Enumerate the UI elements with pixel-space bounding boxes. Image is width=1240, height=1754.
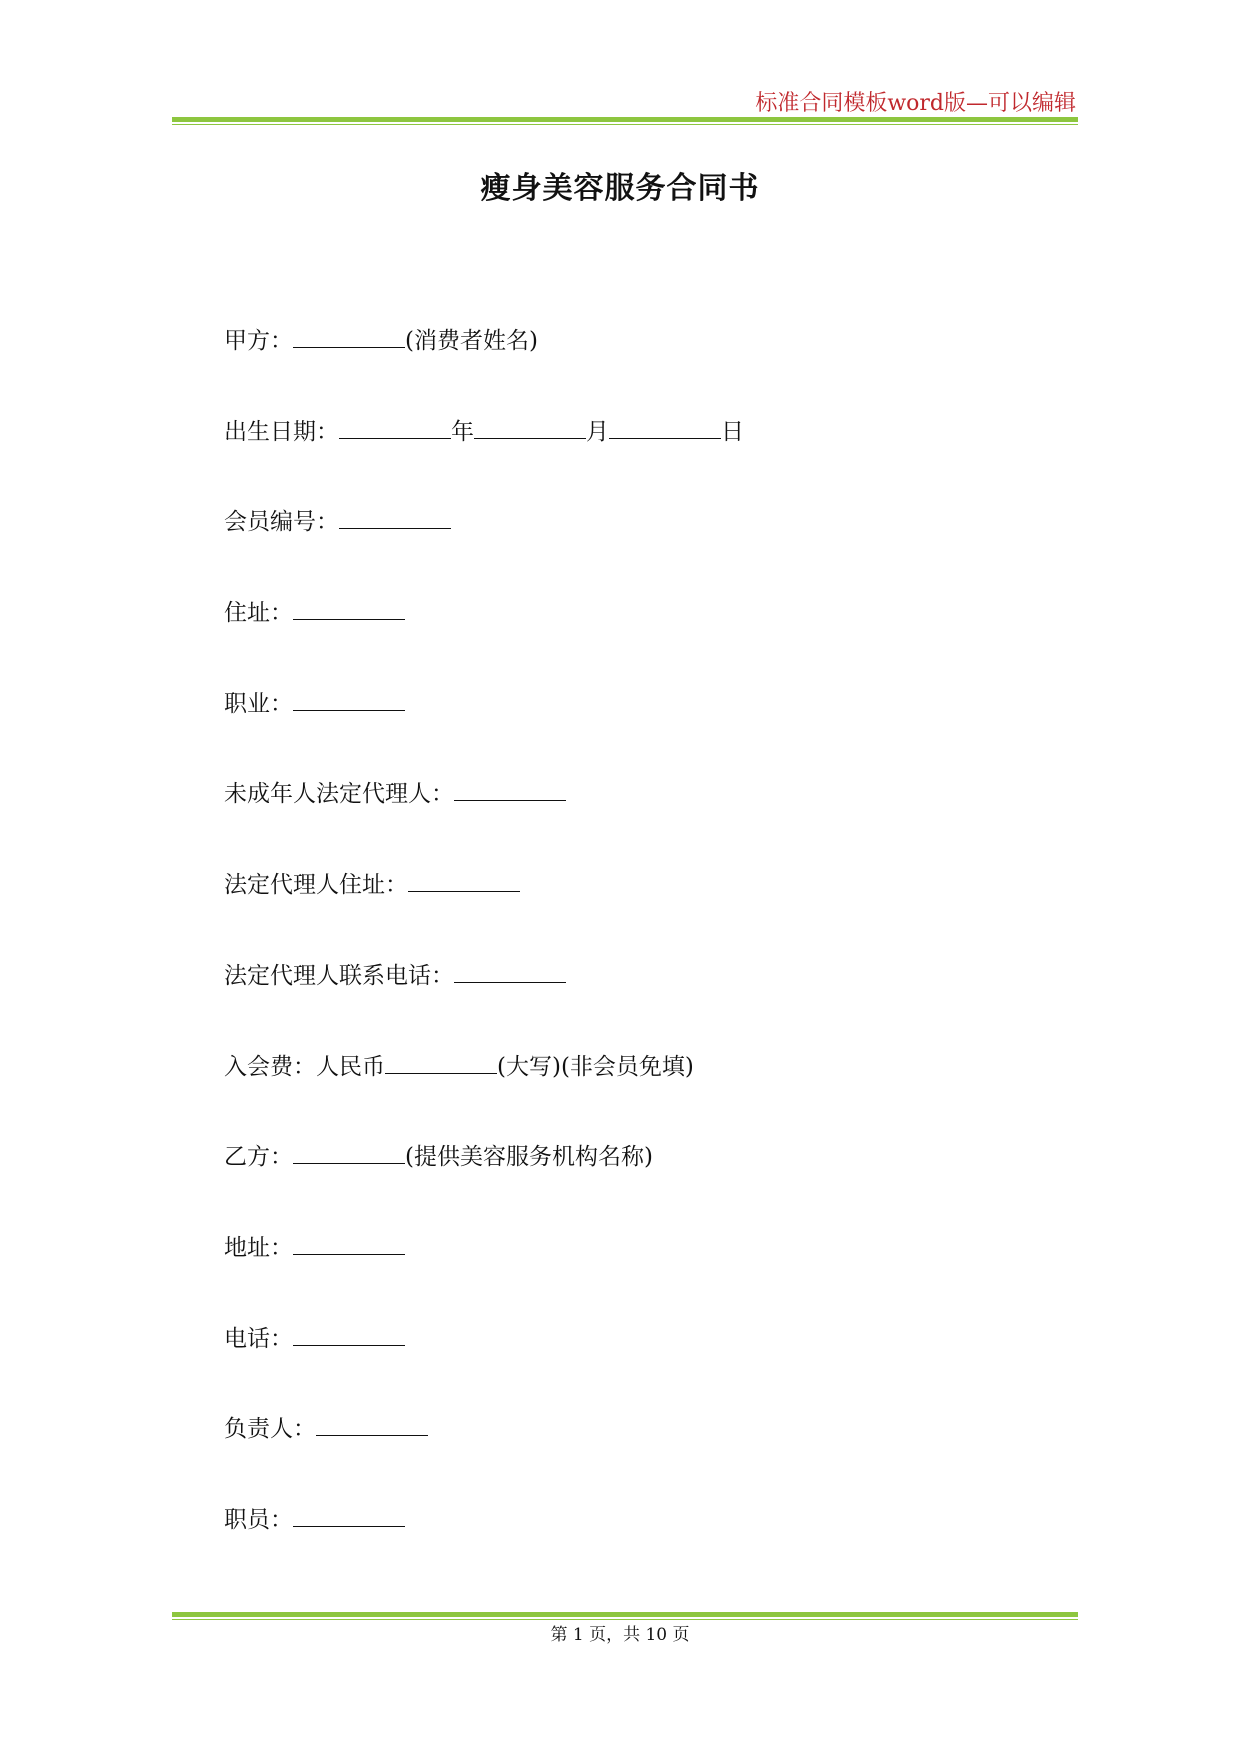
page-number: 第 1 页，共 10 页 [550, 1625, 690, 1645]
field-note: (消费者姓名) [405, 328, 538, 354]
fill-blank[interactable] [454, 775, 566, 801]
fill-blank[interactable] [454, 957, 566, 983]
fill-blank-year[interactable] [339, 413, 451, 439]
field-label: 出生日期： [224, 418, 339, 445]
field-minor-guardian [224, 775, 1084, 866]
header-text: 标准合同模板word版—可以编辑 [755, 91, 1076, 116]
header-rule [172, 117, 1078, 125]
field-note: (提供美容服务机构名称) [405, 1144, 653, 1171]
field-staff [224, 1501, 1084, 1592]
field-guardian-phone [224, 957, 1084, 1048]
day-label: 日 [721, 418, 744, 445]
fill-blank[interactable] [408, 866, 520, 892]
fill-blank[interactable] [293, 685, 405, 711]
field-label: 职业： [224, 690, 293, 717]
fill-blank[interactable] [293, 322, 405, 348]
field-label: 住址： [224, 600, 293, 627]
fill-blank[interactable] [293, 1138, 405, 1164]
fill-blank-month[interactable] [474, 413, 586, 439]
field-label: 甲方： [224, 328, 293, 354]
field-note: (大写)(非会员免填) [497, 1053, 694, 1080]
field-b-phone [224, 1320, 1084, 1411]
field-address [224, 594, 1084, 685]
field-label: 会员编号： [224, 509, 339, 536]
footer-rule [172, 1612, 1078, 1620]
fill-blank[interactable] [293, 1229, 405, 1255]
field-label: 负责人： [224, 1416, 316, 1443]
field-membership-fee [224, 1048, 1084, 1139]
fill-blank[interactable] [316, 1410, 428, 1436]
fill-blank[interactable] [293, 1501, 405, 1527]
field-responsible-person [224, 1410, 1084, 1501]
field-guardian-address [224, 866, 1084, 957]
field-label: 法定代理人联系电话： [224, 962, 454, 989]
field-member-id [224, 503, 1084, 594]
field-b-address [224, 1229, 1084, 1320]
fill-blank[interactable] [339, 503, 451, 529]
document-title: 瘦身美容服务合同书 [480, 171, 760, 206]
fill-blank-day[interactable] [609, 413, 721, 439]
field-label: 电话： [224, 1325, 293, 1352]
field-party-a [224, 322, 1084, 413]
field-occupation [224, 685, 1084, 776]
fill-blank[interactable] [293, 1320, 405, 1346]
field-label: 乙方： [224, 1144, 293, 1171]
field-label: 法定代理人住址： [224, 872, 408, 899]
field-label: 职员： [224, 1506, 293, 1533]
month-label: 月 [586, 418, 609, 445]
field-label: 地址： [224, 1234, 293, 1261]
fill-blank[interactable] [385, 1048, 497, 1074]
field-birth-date [224, 413, 1084, 504]
field-party-b [224, 1138, 1084, 1229]
fill-blank[interactable] [293, 594, 405, 620]
field-label: 入会费：人民币 [224, 1053, 385, 1080]
field-label: 未成年人法定代理人： [224, 781, 454, 808]
form-fields [224, 322, 1084, 1592]
year-label: 年 [451, 418, 474, 445]
